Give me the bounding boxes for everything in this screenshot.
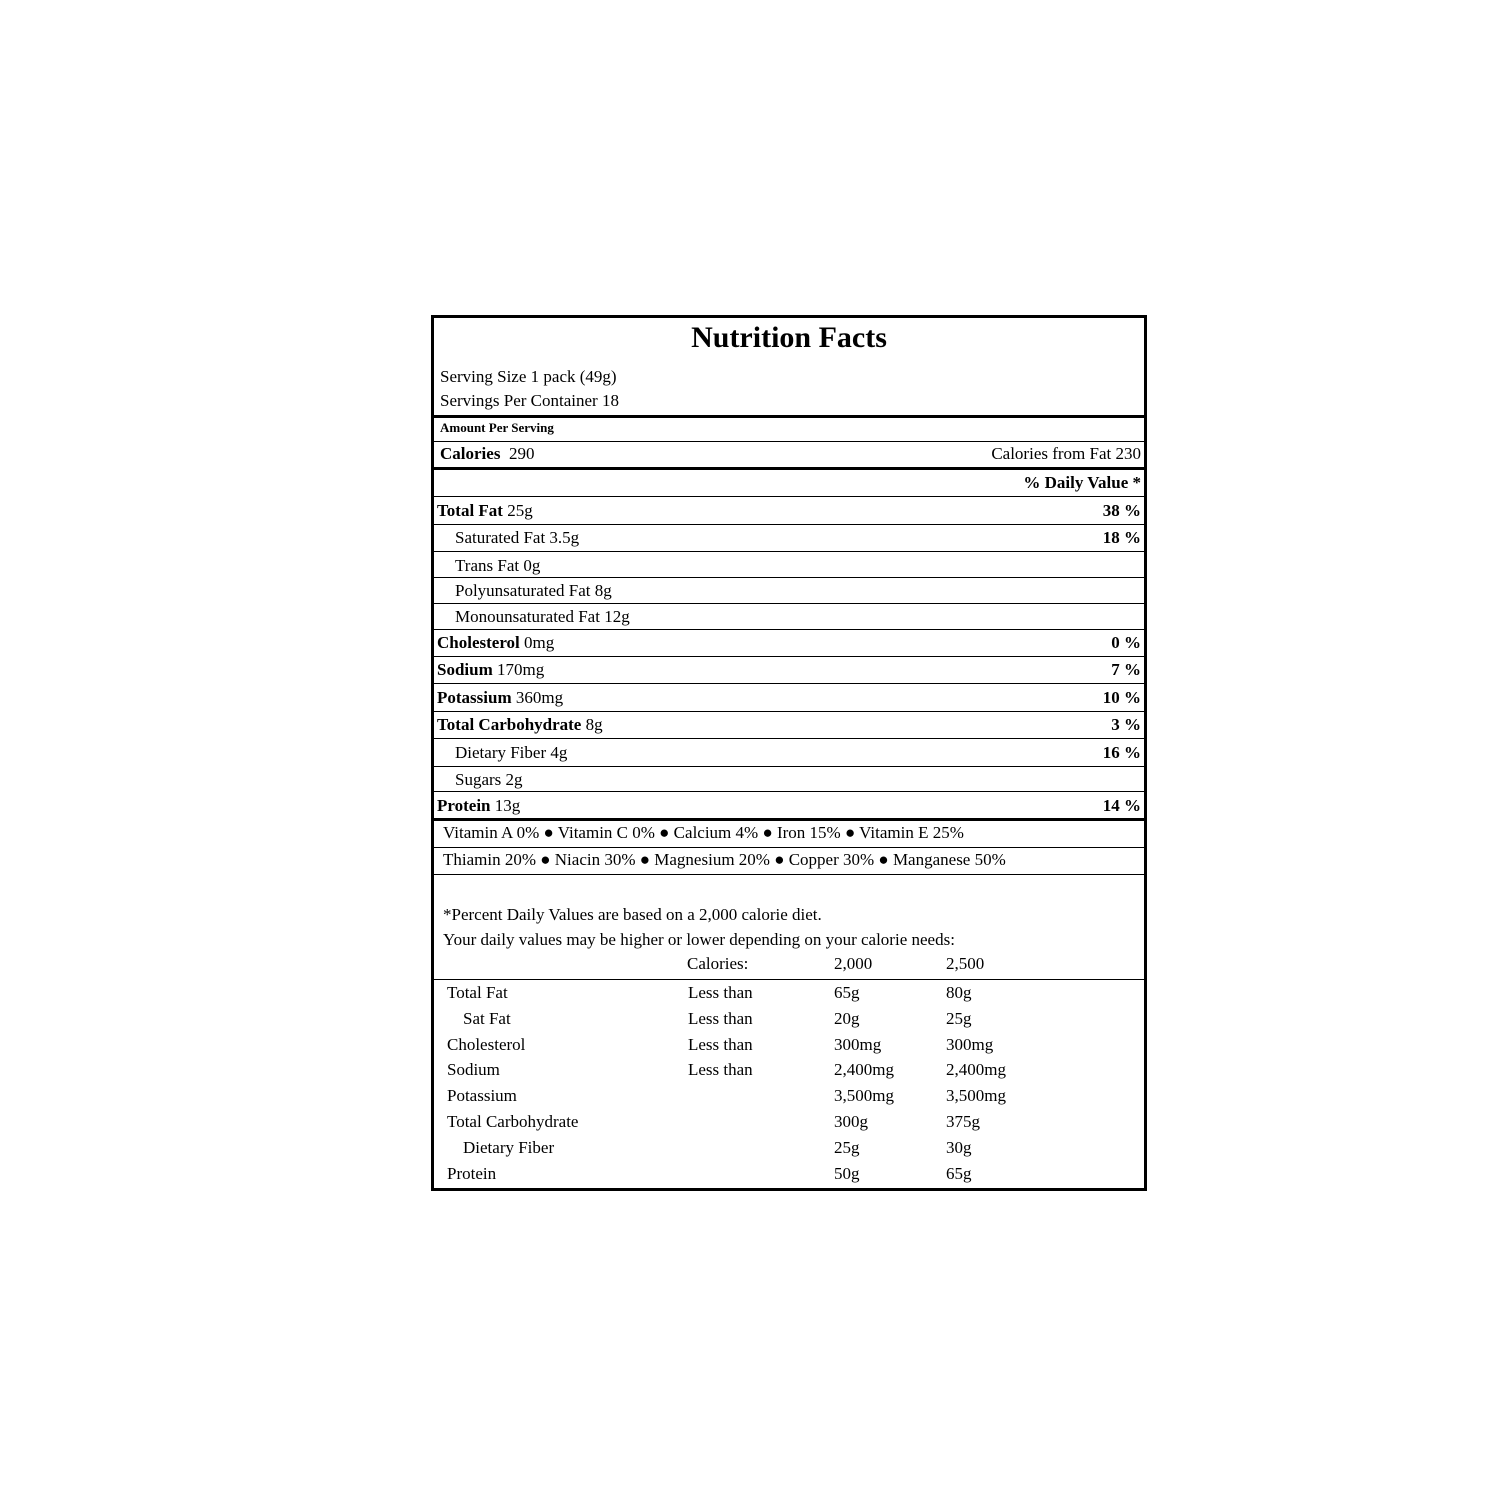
reference-value-2000: 3,500mg [834,1086,894,1105]
divider [434,738,1144,739]
nutrient-name: Sugars [455,770,502,789]
divider [434,524,1144,525]
reference-condition: Less than [688,1009,753,1028]
nutrient-amount: 360mg [515,688,564,707]
nutrient-daily-value: 16 % [1102,743,1141,762]
nutrient-name: Total Fat [437,501,503,520]
calories-label: Calories [440,444,501,463]
reference-value-2500: 25g [946,1009,972,1028]
divider [434,551,1144,552]
reference-value-2500: 30g [946,1138,972,1157]
reference-condition: Less than [688,1035,753,1054]
reference-nutrient: Sodium [447,1060,500,1079]
nutrient-amount: 8g [585,715,603,734]
nutrient-amount: 2g [505,770,523,789]
reference-value-2500: 65g [946,1164,972,1183]
servings-per-container: Servings Per Container 18 [440,391,619,410]
reference-value-2000: 65g [834,983,860,1002]
divider [434,791,1144,792]
reference-value-2500: 375g [946,1112,980,1131]
nutrient-daily-value: 14 % [1102,796,1141,815]
nutrient-daily-value: 10 % [1102,688,1141,707]
nutrient-name: Cholesterol [437,633,520,652]
nutrient-amount: 0g [523,556,541,575]
reference-value-2000: 50g [834,1164,860,1183]
calories-column-label: Calories: [687,954,749,973]
daily-value-header: % Daily Value * [1023,473,1141,492]
vitamins-line-1: Vitamin A 0% ● Vitamin C 0% ● Calcium 4% ● Iron 15% ● Vitamin E 25% [443,823,964,842]
reference-nutrient: Total Fat [447,983,508,1002]
reference-value-2000: 2,400mg [834,1060,894,1079]
divider [434,979,1144,980]
nutrient-name: Dietary Fiber [455,743,547,762]
nutrient-name: Potassium [437,688,512,707]
divider [434,847,1144,848]
reference-value-2000: 300g [834,1112,868,1131]
nutrient-daily-value: 18 % [1102,528,1141,547]
divider [434,683,1144,684]
divider [434,441,1144,442]
divider [434,766,1144,767]
reference-value-2500: 3,500mg [946,1086,1006,1105]
calories-value: 290 [508,444,535,463]
divider [434,874,1144,875]
nutrient-amount: 4g [550,743,568,762]
nutrient-name: Monounsaturated Fat [455,607,600,626]
calories-2500: 2,500 [946,954,985,973]
reference-nutrient: Sat Fat [463,1009,511,1028]
reference-value-2000: 25g [834,1138,860,1157]
divider [434,711,1144,712]
reference-nutrient: Total Carbohydrate [447,1112,579,1131]
nutrient-amount: 0mg [524,633,555,652]
divider [434,629,1144,630]
divider [434,656,1144,657]
nutrient-daily-value: 38 % [1102,501,1141,520]
nutrient-name: Polyunsaturated Fat [455,581,591,600]
reference-value-2000: 300mg [834,1035,882,1054]
nutrient-name: Total Carbohydrate [437,715,582,734]
nutrient-daily-value: 0 % [1111,633,1141,652]
footnote-2: Your daily values may be higher or lower depending on your calorie needs: [443,930,955,949]
calories-from-fat: Calories from Fat 230 [991,444,1141,463]
reference-nutrient: Dietary Fiber [463,1138,555,1157]
divider [434,577,1144,578]
nutrient-name: Protein [437,796,491,815]
footnote-1: *Percent Daily Values are based on a 2,000 calorie diet. [443,905,822,924]
reference-value-2000: 20g [834,1009,860,1028]
nutrient-daily-value: 3 % [1111,715,1141,734]
divider [434,603,1144,604]
nutrient-amount: 170mg [497,660,545,679]
calories-2000: 2,000 [834,954,873,973]
nutrient-amount: 13g [494,796,521,815]
nutrient-amount: 3.5g [549,528,580,547]
divider [434,415,1144,418]
reference-nutrient: Protein [447,1164,497,1183]
nutrient-amount: 8g [594,581,612,600]
reference-nutrient: Cholesterol [447,1035,526,1054]
serving-size: Serving Size 1 pack (49g) [440,367,617,386]
reference-value-2500: 300mg [946,1035,994,1054]
label-title: Nutrition Facts [691,321,887,354]
divider [434,818,1144,821]
nutrient-name: Sodium [437,660,493,679]
reference-value-2500: 2,400mg [946,1060,1006,1079]
nutrient-amount: 12g [604,607,630,626]
amount-per-serving-text: Amount Per Serving [440,420,554,435]
reference-value-2500: 80g [946,983,972,1002]
reference-condition: Less than [688,1060,753,1079]
nutrition-facts-label [431,315,1147,1191]
nutrient-name: Trans Fat [455,556,520,575]
divider [434,496,1144,497]
divider [434,467,1144,470]
reference-condition: Less than [688,983,753,1002]
nutrient-name: Saturated Fat [455,528,546,547]
nutrient-daily-value: 7 % [1111,660,1141,679]
reference-nutrient: Potassium [447,1086,517,1105]
nutrient-amount: 25g [507,501,533,520]
vitamins-line-2: Thiamin 20% ● Niacin 30% ● Magnesium 20% ● Copper 30% ● Manganese 50% [443,850,1006,869]
